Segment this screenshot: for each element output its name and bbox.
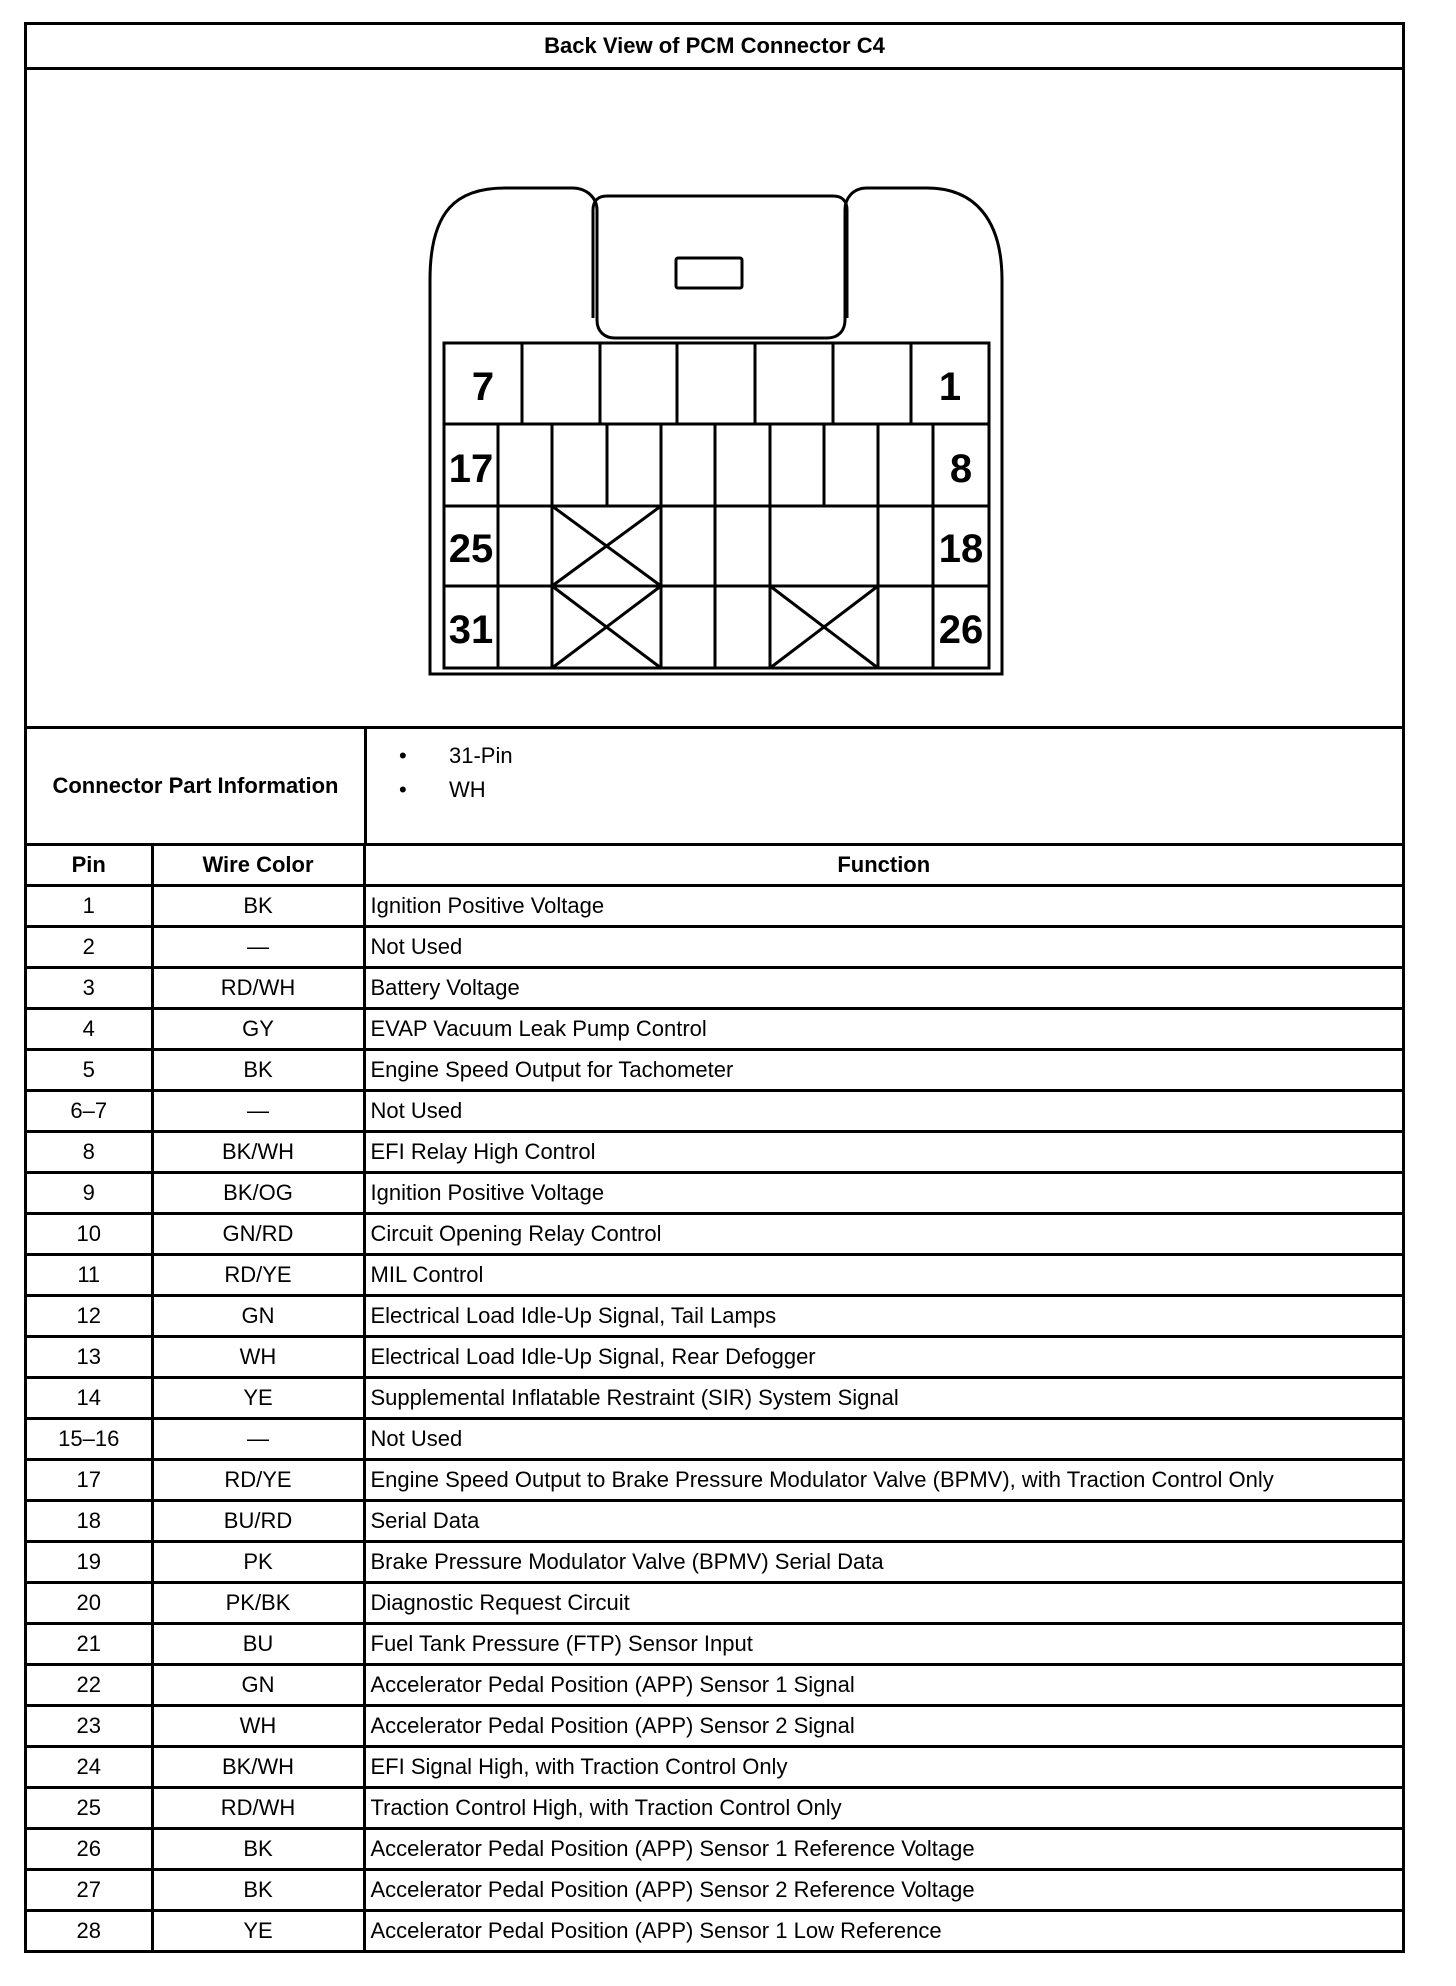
pin-label-31: 31 [448, 608, 494, 652]
pin-cell: 11 [27, 1255, 152, 1296]
pin-cell: 8 [27, 1132, 152, 1173]
wire-color-cell: BU/RD [152, 1501, 364, 1542]
pin-label-7: 7 [471, 365, 495, 409]
wire-color-cell: GY [152, 1009, 364, 1050]
wire-color-cell: RD/WH [152, 1788, 364, 1829]
table-row [27, 1378, 1402, 1419]
wire-color-cell: — [152, 927, 364, 968]
pin-cell: 21 [27, 1624, 152, 1665]
pin-cell: 13 [27, 1337, 152, 1378]
table-row [27, 886, 1402, 927]
function-cell: Not Used [364, 1419, 1402, 1460]
function-cell: Fuel Tank Pressure (FTP) Sensor Input [364, 1624, 1402, 1665]
function-cell: Accelerator Pedal Position (APP) Sensor 2 Signal [364, 1706, 1402, 1747]
wire-color-cell: BU [152, 1624, 364, 1665]
pin-table [27, 846, 1402, 1950]
table-row [27, 1870, 1402, 1911]
table-row [27, 927, 1402, 968]
table-row [27, 1911, 1402, 1951]
table-row [27, 1542, 1402, 1583]
pin-cell: 19 [27, 1542, 152, 1583]
wire-color-cell: PK/BK [152, 1583, 364, 1624]
header-function: Function [837, 852, 931, 877]
part-info-item: • 31-Pin [439, 739, 513, 773]
pin-label-26: 26 [938, 608, 984, 652]
table-row [27, 1501, 1402, 1542]
wire-color-cell: BK/OG [152, 1173, 364, 1214]
pin-cell: 17 [27, 1460, 152, 1501]
pin-cell: 18 [27, 1501, 152, 1542]
wire-color-cell: BK [152, 1829, 364, 1870]
pin-cell: 27 [27, 1870, 152, 1911]
pin-cell: 22 [27, 1665, 152, 1706]
function-cell: Electrical Load Idle-Up Signal, Rear Defogger [364, 1337, 1402, 1378]
table-row [27, 1788, 1402, 1829]
table-row [27, 1747, 1402, 1788]
table-row [27, 1419, 1402, 1460]
connector-sheet [24, 22, 1405, 1953]
table-row [27, 1460, 1402, 1501]
wire-color-cell: GN/RD [152, 1214, 364, 1255]
function-cell: Accelerator Pedal Position (APP) Sensor 2 Reference Voltage [364, 1870, 1402, 1911]
pin-table-header [27, 846, 1402, 886]
function-cell: Accelerator Pedal Position (APP) Sensor 1 Signal [364, 1665, 1402, 1706]
function-cell: Ignition Positive Voltage [364, 886, 1402, 927]
unused-cavity-mark-3 [770, 586, 878, 668]
unused-cavity-mark-1 [552, 506, 661, 586]
pin-cell: 25 [27, 1788, 152, 1829]
pin-label-25: 25 [448, 527, 494, 571]
wire-color-cell: BK/WH [152, 1132, 364, 1173]
wire-color-cell: GN [152, 1665, 364, 1706]
wire-color-cell: — [152, 1091, 364, 1132]
table-row [27, 1009, 1402, 1050]
pin-cell: 14 [27, 1378, 152, 1419]
function-cell: Traction Control High, with Traction Control Only [364, 1788, 1402, 1829]
table-row [27, 1829, 1402, 1870]
function-cell: Not Used [364, 927, 1402, 968]
part-info-list [367, 739, 513, 843]
table-row [27, 1665, 1402, 1706]
table-row [27, 1050, 1402, 1091]
table-row [27, 1624, 1402, 1665]
unused-cavity-mark-2 [552, 586, 661, 668]
function-cell: Ignition Positive Voltage [364, 1173, 1402, 1214]
connector-part-info [27, 729, 1402, 846]
wire-color-cell: RD/YE [152, 1255, 364, 1296]
function-cell: Accelerator Pedal Position (APP) Sensor 1 Low Reference [364, 1911, 1402, 1951]
function-cell: Accelerator Pedal Position (APP) Sensor 1 Reference Voltage [364, 1829, 1402, 1870]
wire-color-cell: YE [152, 1911, 364, 1951]
lock-slot [676, 258, 742, 288]
connector-diagram [27, 70, 1402, 729]
function-cell: Diagnostic Request Circuit [364, 1583, 1402, 1624]
header-pin: Pin [27, 846, 152, 886]
pin-cell: 5 [27, 1050, 152, 1091]
wire-color-cell: BK/WH [152, 1747, 364, 1788]
pin-cell: 3 [27, 968, 152, 1009]
header-wire-color: Wire Color [152, 846, 364, 886]
pin-cell: 24 [27, 1747, 152, 1788]
pin-cell: 12 [27, 1296, 152, 1337]
pin-label-8: 8 [949, 447, 973, 491]
function-cell: Serial Data [364, 1501, 1402, 1542]
function-cell: Supplemental Inflatable Restraint (SIR) System Signal [364, 1378, 1402, 1419]
wire-color-cell: YE [152, 1378, 364, 1419]
wire-color-cell: BK [152, 1050, 364, 1091]
wire-color-cell: WH [152, 1706, 364, 1747]
function-cell: Circuit Opening Relay Control [364, 1214, 1402, 1255]
function-cell: EFI Signal High, with Traction Control Only [364, 1747, 1402, 1788]
part-info-item: • WH [439, 773, 513, 807]
pin-cell: 28 [27, 1911, 152, 1951]
function-cell: EVAP Vacuum Leak Pump Control [364, 1009, 1402, 1050]
table-row [27, 1337, 1402, 1378]
pin-cell: 1 [27, 886, 152, 927]
pin-cell: 10 [27, 1214, 152, 1255]
function-cell: EFI Relay High Control [364, 1132, 1402, 1173]
pin-cell: 26 [27, 1829, 152, 1870]
function-cell: Engine Speed Output for Tachometer [364, 1050, 1402, 1091]
pin-cell: 23 [27, 1706, 152, 1747]
table-row [27, 968, 1402, 1009]
table-row [27, 1583, 1402, 1624]
table-row [27, 1214, 1402, 1255]
pin-cell: 20 [27, 1583, 152, 1624]
pin-cell: 15–16 [27, 1419, 152, 1460]
pin-cell: 9 [27, 1173, 152, 1214]
table-row [27, 1706, 1402, 1747]
pin-label-18: 18 [938, 527, 984, 571]
function-cell: Battery Voltage [364, 968, 1402, 1009]
pin-cell: 4 [27, 1009, 152, 1050]
wire-color-cell: BK [152, 1870, 364, 1911]
wire-color-cell: — [152, 1419, 364, 1460]
wire-color-cell: RD/WH [152, 968, 364, 1009]
function-cell: Engine Speed Output to Brake Pressure Modulator Valve (BPMV), with Traction Control Only [364, 1460, 1402, 1501]
table-row [27, 1091, 1402, 1132]
pin-label-1: 1 [938, 365, 962, 409]
wire-color-cell: RD/YE [152, 1460, 364, 1501]
function-cell: Electrical Load Idle-Up Signal, Tail Lamps [364, 1296, 1402, 1337]
function-cell: Brake Pressure Modulator Valve (BPMV) Serial Data [364, 1542, 1402, 1583]
wire-color-cell: GN [152, 1296, 364, 1337]
part-info-label: Connector Part Information [27, 729, 367, 843]
table-row [27, 1173, 1402, 1214]
table-row [27, 1255, 1402, 1296]
wire-color-cell: WH [152, 1337, 364, 1378]
wire-color-cell: BK [152, 886, 364, 927]
table-row [27, 1132, 1402, 1173]
table-row [27, 1296, 1402, 1337]
function-cell: MIL Control [364, 1255, 1402, 1296]
pin-cell: 2 [27, 927, 152, 968]
pin-cell: 6–7 [27, 1091, 152, 1132]
connector-drawing [27, 70, 1402, 726]
pin-label-17: 17 [448, 447, 494, 491]
page-title: Back View of PCM Connector C4 [27, 25, 1402, 70]
wire-color-cell: PK [152, 1542, 364, 1583]
function-cell: Not Used [364, 1091, 1402, 1132]
